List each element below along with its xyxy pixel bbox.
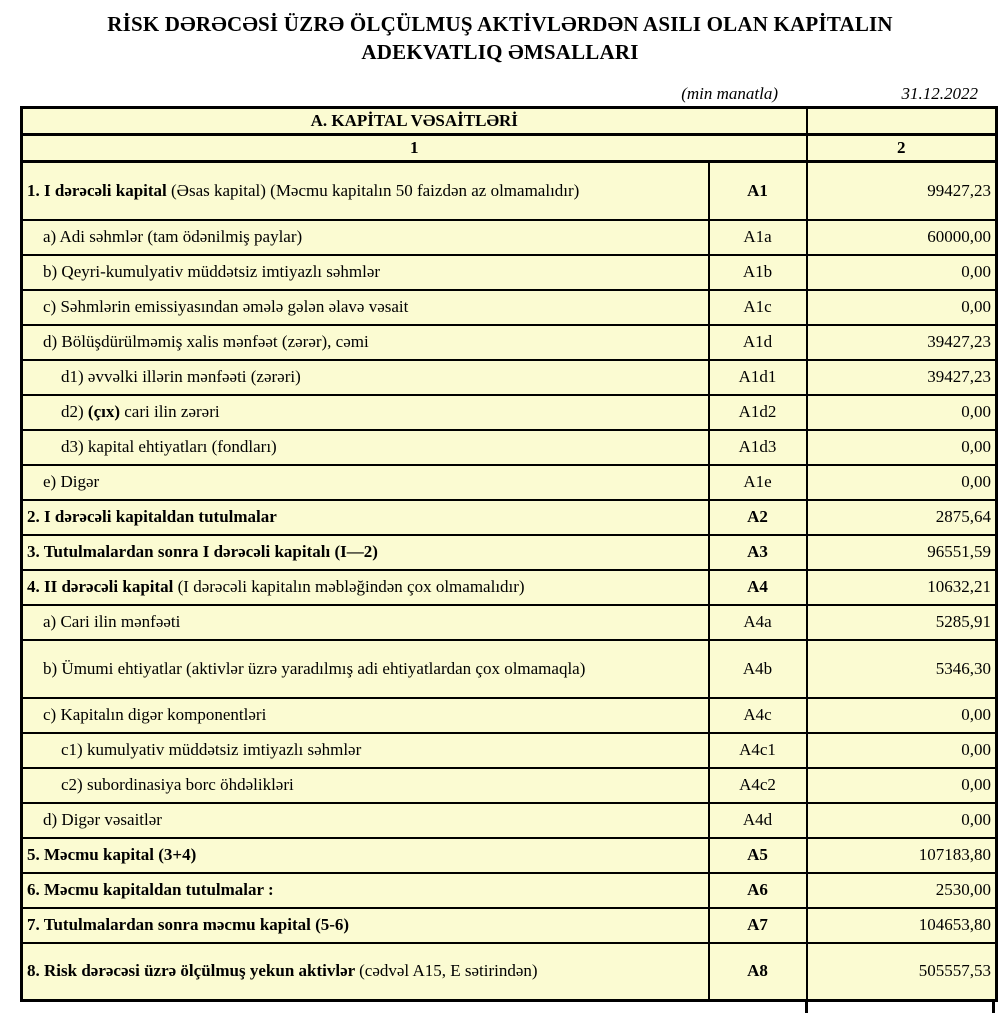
row-code: A4b [709,640,807,698]
row-value: 0,00 [807,465,997,500]
table-row-A4c1 [22,733,997,768]
table-row-A4a [22,605,997,640]
section-header-row [22,108,997,135]
row-code: A1d3 [709,430,807,465]
row-label: 6. Məcmu kapitaldan tutulmalar : [22,873,709,908]
table-continuation-line [992,1002,995,1013]
row-label: a) Adi səhmlər (tam ödənilmiş paylar) [22,220,709,255]
row-label: 2. I dərəcəli kapitaldan tutulmalar [22,500,709,535]
table-row-A7 [22,908,997,943]
report-date: 31.12.2022 [901,84,978,103]
row-label: b) Ümumi ehtiyatlar (aktivlər üzrə yaradılmış adi ehtiyatlardan çox olmamaqla) [22,640,709,698]
row-code: A4 [709,570,807,605]
row-value: 0,00 [807,698,997,733]
page-title [0,10,1000,66]
table-row-A4c [22,698,997,733]
section-header-empty-cell [807,108,997,135]
row-label: 7. Tutulmalardan sonra məcmu kapital (5-6) [22,908,709,943]
row-code: A4c1 [709,733,807,768]
table-row-A1d2 [22,395,997,430]
row-code: A1d1 [709,360,807,395]
row-value: 2875,64 [807,500,997,535]
table-row-A1a [22,220,997,255]
row-value: 0,00 [807,395,997,430]
row-value: 2530,00 [807,873,997,908]
row-label: d2) (çıx) cari ilin zərəri [22,395,709,430]
row-label: c) Kapitalın digər komponentləri [22,698,709,733]
table-row-A3 [22,535,997,570]
table-row-A6 [22,873,997,908]
page-title-line1: RİSK DƏRƏCƏSİ ÜZRƏ ÖLÇÜLMUŞ AKTİVLƏRDƏN ASILI OLAN KAPİTALIN [107,12,893,36]
row-value: 99427,23 [807,162,997,220]
row-value: 0,00 [807,255,997,290]
row-code: A3 [709,535,807,570]
row-code: A2 [709,500,807,535]
table-continuation-line [805,1002,808,1013]
row-label: c1) kumulyativ müddətsiz imtiyazlı səhmlər [22,733,709,768]
capital-table-wrap [20,106,995,1002]
row-code: A1b [709,255,807,290]
column-number-row [22,135,997,162]
row-code: A1d [709,325,807,360]
table-row-A1c [22,290,997,325]
table-row-A4c2 [22,768,997,803]
table-row-A1d3 [22,430,997,465]
column-2-header-cell: 2 [807,135,997,162]
capital-table-body [22,108,997,1001]
row-code: A8 [709,943,807,1001]
row-value: 0,00 [807,733,997,768]
row-label: b) Qeyri-kumulyativ müddətsiz imtiyazlı səhmlər [22,255,709,290]
row-value: 96551,59 [807,535,997,570]
row-code: A6 [709,873,807,908]
row-value: 39427,23 [807,325,997,360]
row-code: A1a [709,220,807,255]
row-label: d1) əvvəlki illərin mənfəəti (zərəri) [22,360,709,395]
row-code: A5 [709,838,807,873]
row-label: d) Digər vəsaitlər [22,803,709,838]
row-code: A1c [709,290,807,325]
row-value: 104653,80 [807,908,997,943]
row-label: 5. Məcmu kapital (3+4) [22,838,709,873]
row-value: 39427,23 [807,360,997,395]
table-row-A1d [22,325,997,360]
table-row-A4 [22,570,997,605]
row-code: A7 [709,908,807,943]
row-code: A1d2 [709,395,807,430]
row-label: d) Bölüşdürülməmiş xalis mənfəət (zərər), cəmi [22,325,709,360]
table-row-A1 [22,162,997,220]
table-row-A1b [22,255,997,290]
row-label: 4. II dərəcəli kapital (I dərəcəli kapitalın məbləğindən çox olmamalıdır) [22,570,709,605]
page-title-line2: ADEKVATLIQ ƏMSALLARI [361,40,639,64]
row-value: 0,00 [807,430,997,465]
table-row-A5 [22,838,997,873]
row-code: A4c2 [709,768,807,803]
meta-row [20,82,980,104]
row-value: 0,00 [807,768,997,803]
column-1-header-cell: 1 [22,135,807,162]
table-row-A1d1 [22,360,997,395]
table-row-A8 [22,943,997,1001]
table-row-A1e [22,465,997,500]
row-label: 3. Tutulmalardan sonra I dərəcəli kapitalı (I—2) [22,535,709,570]
unit-note: (min manatla) [681,84,778,103]
row-label: c2) subordinasiya borc öhdəlikləri [22,768,709,803]
capital-table [20,106,998,1002]
row-code: A4d [709,803,807,838]
table-row-A2 [22,500,997,535]
row-label: 1. I dərəcəli kapital (Əsas kapital) (Məcmu kapitalın 50 faizdən az olmamalıdır) [22,162,709,220]
row-value: 0,00 [807,803,997,838]
table-row-A4b [22,640,997,698]
row-value: 10632,21 [807,570,997,605]
row-label: c) Səhmlərin emissiyasından əmələ gələn əlavə vəsait [22,290,709,325]
row-value: 505557,53 [807,943,997,1001]
row-label: e) Digər [22,465,709,500]
row-code: A4c [709,698,807,733]
section-header-cell: A. KAPİTAL VƏSAİTLƏRİ [22,108,807,135]
row-code: A4a [709,605,807,640]
row-label: a) Cari ilin mənfəəti [22,605,709,640]
row-value: 5346,30 [807,640,997,698]
row-label: 8. Risk dərəcəsi üzrə ölçülmuş yekun aktivlər (cədvəl A15, E sətirindən) [22,943,709,1001]
row-label: d3) kapital ehtiyatları (fondları) [22,430,709,465]
row-value: 107183,80 [807,838,997,873]
row-value: 5285,91 [807,605,997,640]
row-value: 0,00 [807,290,997,325]
table-row-A4d [22,803,997,838]
row-value: 60000,00 [807,220,997,255]
row-code: A1e [709,465,807,500]
row-code: A1 [709,162,807,220]
